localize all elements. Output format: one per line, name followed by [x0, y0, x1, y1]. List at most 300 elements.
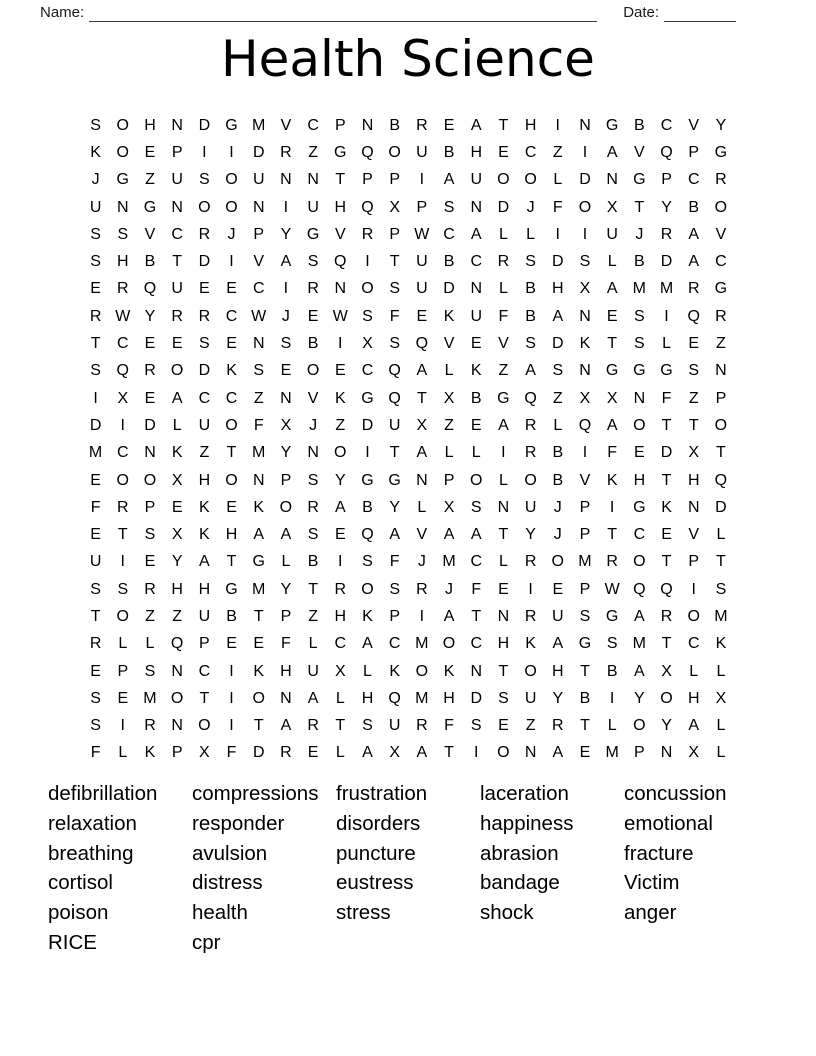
- grid-cell: I: [283, 280, 289, 298]
- grid-cell: E: [226, 335, 237, 353]
- grid-cell: T: [90, 607, 101, 625]
- grid-cell: S: [634, 307, 645, 325]
- grid-cell: S: [470, 498, 482, 516]
- grid-cell: L: [308, 635, 318, 653]
- grid-cell: C: [225, 307, 238, 325]
- grid-cell: A: [688, 253, 700, 271]
- grid-cell: W: [414, 225, 430, 243]
- grid-cell: I: [609, 498, 615, 516]
- grid-cell: T: [580, 717, 590, 735]
- grid-cell: X: [171, 471, 183, 489]
- grid-cell: T: [661, 471, 672, 489]
- grid-cell: I: [120, 416, 125, 434]
- grid-cell: E: [226, 635, 237, 653]
- grid-cell: Z: [308, 143, 318, 161]
- grid-cell: Q: [361, 143, 374, 161]
- grid-cell: E: [90, 526, 101, 544]
- grid-cell: U: [252, 171, 265, 189]
- grid-cell: K: [525, 635, 536, 653]
- grid-cell: R: [361, 225, 374, 243]
- grid-cell: S: [307, 526, 319, 544]
- grid-cell: R: [307, 280, 319, 298]
- word-list-item: defibrillation: [48, 782, 158, 805]
- grid-cell: L: [118, 744, 128, 762]
- grid-cell: T: [688, 416, 699, 434]
- grid-cell: H: [334, 198, 347, 216]
- grid-cell: N: [470, 280, 482, 298]
- grid-cell: M: [415, 635, 429, 653]
- grid-cell: T: [661, 416, 672, 434]
- grid-cell: X: [171, 526, 183, 544]
- grid-cell: O: [279, 498, 293, 516]
- grid-cell: N: [280, 171, 292, 189]
- grid-cell: S: [307, 253, 319, 271]
- grid-cell: R: [144, 362, 156, 380]
- grid-cell: O: [578, 198, 592, 216]
- grid-cell: T: [471, 607, 482, 625]
- grid-cell: R: [524, 416, 537, 434]
- grid-cell: G: [388, 471, 401, 489]
- grid-cell: F: [389, 553, 400, 571]
- grid-cell: Q: [334, 253, 347, 271]
- grid-cell: X: [334, 662, 346, 680]
- grid-cell: O: [225, 198, 238, 216]
- grid-cell: O: [442, 635, 456, 653]
- grid-cell: E: [334, 362, 346, 380]
- grid-cell: V: [280, 116, 292, 134]
- grid-cell: N: [280, 689, 292, 707]
- date-blank-line: [664, 5, 736, 22]
- grid-cell: S: [362, 307, 373, 325]
- grid-cell: J: [526, 198, 535, 216]
- grid-cell: R: [117, 498, 129, 516]
- grid-cell: J: [91, 171, 100, 189]
- grid-cell: R: [198, 307, 211, 325]
- grid-cell: N: [416, 471, 428, 489]
- grid-cell: S: [144, 662, 156, 680]
- grid-cell: T: [607, 526, 618, 544]
- grid-cell: O: [497, 171, 510, 189]
- grid-cell: O: [714, 198, 728, 216]
- grid-cell: E: [307, 744, 319, 762]
- grid-cell: L: [498, 280, 508, 298]
- grid-cell: T: [716, 553, 726, 571]
- grid-cell: N: [470, 198, 482, 216]
- grid-cell: R: [715, 307, 727, 325]
- grid-cell: V: [715, 225, 727, 243]
- grid-cell: S: [498, 689, 509, 707]
- grid-cell: S: [90, 116, 101, 134]
- grid-cell: A: [606, 143, 618, 161]
- grid-cell: E: [498, 717, 509, 735]
- grid-cell: A: [416, 744, 428, 762]
- word-list-item: avulsion: [192, 841, 268, 865]
- grid-cell: U: [388, 717, 401, 735]
- grid-cell: Y: [171, 553, 183, 571]
- grid-cell: M: [632, 635, 646, 653]
- grid-cell: C: [117, 335, 129, 353]
- grid-cell: U: [524, 689, 537, 707]
- grid-cell: B: [579, 689, 591, 707]
- grid-cell: R: [171, 307, 183, 325]
- grid-cell: D: [660, 444, 673, 462]
- grid-cell: Q: [170, 635, 184, 653]
- grid-cell: S: [199, 171, 210, 189]
- grid-cell: I: [501, 444, 506, 462]
- grid-cell: L: [335, 744, 345, 762]
- grid-cell: S: [307, 471, 319, 489]
- grid-cell: L: [471, 444, 481, 462]
- grid-cell: B: [525, 307, 536, 325]
- grid-cell: X: [389, 744, 400, 762]
- name-blank-line: [89, 5, 597, 22]
- grid-cell: Z: [552, 143, 563, 161]
- grid-cell: P: [661, 171, 672, 189]
- grid-cell: L: [553, 416, 563, 434]
- grid-cell: I: [419, 607, 425, 625]
- grid-cell: O: [714, 416, 728, 434]
- grid-cell: X: [606, 198, 618, 216]
- grid-cell: T: [253, 717, 264, 735]
- word-list-item: frustration: [336, 782, 428, 805]
- grid-cell: O: [660, 689, 673, 707]
- grid-cell: M: [632, 280, 646, 298]
- grid-cell: A: [498, 416, 509, 434]
- grid-cell: I: [229, 662, 234, 680]
- grid-cell: N: [687, 498, 700, 516]
- grid-cell: C: [198, 662, 211, 680]
- grid-cell: L: [689, 662, 699, 680]
- grid-cell: T: [335, 717, 346, 735]
- grid-cell: K: [579, 335, 591, 353]
- grid-cell: P: [171, 143, 183, 161]
- grid-cell: S: [90, 253, 101, 271]
- grid-cell: T: [90, 335, 101, 353]
- grid-cell: V: [498, 335, 509, 353]
- grid-cell: N: [579, 362, 591, 380]
- grid-cell: D: [89, 416, 102, 434]
- grid-cell: K: [226, 362, 237, 380]
- grid-cell: I: [582, 143, 588, 161]
- grid-cell: R: [660, 607, 673, 625]
- grid-cell: I: [365, 253, 370, 271]
- grid-cell: E: [226, 280, 237, 298]
- grid-cell: T: [716, 444, 726, 462]
- worksheet-header: [40, 2, 742, 22]
- grid-cell: R: [89, 307, 102, 325]
- grid-cell: P: [579, 498, 591, 516]
- grid-cell: E: [606, 307, 618, 325]
- grid-cell: E: [280, 362, 292, 380]
- grid-cell: F: [389, 307, 400, 325]
- grid-cell: J: [417, 553, 426, 571]
- grid-cell: C: [225, 389, 238, 407]
- grid-cell: I: [473, 744, 479, 762]
- grid-cell: H: [552, 662, 564, 680]
- grid-cell: F: [281, 635, 291, 653]
- grid-cell: P: [715, 389, 727, 407]
- grid-cell: T: [117, 526, 128, 544]
- grid-cell: O: [524, 662, 537, 680]
- grid-cell: U: [416, 280, 428, 298]
- grid-cell: L: [716, 717, 726, 735]
- grid-cell: N: [117, 198, 129, 216]
- grid-cell: Z: [525, 717, 536, 735]
- grid-cell: X: [117, 389, 129, 407]
- grid-cell: P: [688, 553, 700, 571]
- grid-cell: S: [525, 335, 536, 353]
- grid-cell: D: [198, 362, 211, 380]
- grid-cell: C: [361, 362, 374, 380]
- grid-cell: X: [579, 280, 591, 298]
- grid-cell: M: [143, 689, 157, 707]
- grid-cell: L: [498, 553, 508, 571]
- grid-cell: N: [497, 607, 510, 625]
- grid-cell: C: [715, 253, 727, 271]
- grid-cell: P: [171, 744, 183, 762]
- grid-cell: W: [604, 580, 620, 598]
- letter-grid: [82, 112, 735, 767]
- grid-cell: G: [252, 553, 265, 571]
- grid-cell: R: [552, 717, 564, 735]
- grid-cell: G: [714, 143, 728, 161]
- grid-cell: P: [389, 171, 400, 189]
- grid-cell: J: [553, 526, 562, 544]
- grid-cell: M: [578, 553, 592, 571]
- grid-cell: D: [579, 171, 591, 189]
- grid-cell: U: [89, 553, 102, 571]
- grid-cell: R: [307, 717, 319, 735]
- grid-cell: F: [90, 498, 101, 516]
- grid-cell: S: [606, 635, 618, 653]
- grid-cell: T: [226, 444, 237, 462]
- grid-cell: P: [443, 471, 455, 489]
- word-list-item: Victim: [624, 871, 680, 895]
- grid-cell: A: [552, 307, 564, 325]
- grid-cell: G: [660, 362, 673, 380]
- grid-cell: G: [633, 171, 646, 189]
- grid-cell: N: [144, 444, 156, 462]
- grid-cell: A: [307, 689, 319, 707]
- grid-cell: I: [555, 116, 560, 134]
- grid-cell: K: [443, 307, 455, 325]
- word-list-item: abrasion: [480, 841, 559, 865]
- grid-cell: S: [362, 717, 373, 735]
- grid-cell: L: [607, 717, 617, 735]
- grid-cell: V: [253, 253, 265, 271]
- grid-cell: R: [524, 607, 537, 625]
- grid-cell: R: [280, 143, 292, 161]
- grid-cell: N: [715, 362, 727, 380]
- grid-cell: C: [633, 526, 646, 544]
- grid-cell: C: [252, 280, 265, 298]
- grid-cell: N: [307, 444, 319, 462]
- grid-cell: U: [606, 225, 618, 243]
- grid-cell: T: [199, 689, 210, 707]
- grid-cell: U: [198, 607, 211, 625]
- grid-cell: O: [334, 444, 347, 462]
- grid-cell: C: [388, 635, 401, 653]
- grid-cell: P: [280, 607, 292, 625]
- grid-cell: N: [579, 116, 591, 134]
- grid-cell: U: [416, 143, 428, 161]
- grid-cell: A: [334, 498, 346, 516]
- grid-cell: O: [198, 717, 211, 735]
- grid-cell: Q: [388, 362, 401, 380]
- grid-cell: I: [120, 553, 125, 571]
- word-list-item: shock: [480, 901, 534, 925]
- grid-cell: H: [687, 689, 700, 707]
- grid-cell: R: [524, 444, 537, 462]
- grid-cell: O: [116, 471, 129, 489]
- grid-cell: L: [526, 225, 536, 243]
- grid-cell: G: [605, 607, 619, 625]
- grid-cell: N: [497, 498, 510, 516]
- grid-cell: A: [280, 717, 292, 735]
- grid-cell: R: [198, 225, 211, 243]
- word-bank-column: [336, 779, 480, 958]
- grid-cell: T: [253, 607, 264, 625]
- grid-cell: O: [497, 744, 510, 762]
- grid-cell: V: [634, 143, 645, 161]
- grid-cell: O: [252, 689, 265, 707]
- grid-cell: T: [661, 553, 672, 571]
- grid-cell: N: [171, 198, 183, 216]
- grid-cell: S: [362, 553, 373, 571]
- grid-cell: P: [362, 171, 373, 189]
- grid-cell: H: [443, 689, 455, 707]
- grid-cell: N: [252, 335, 265, 353]
- word-list-item: puncture: [336, 841, 416, 865]
- grid-cell: M: [659, 280, 674, 298]
- grid-cell: Z: [716, 335, 726, 353]
- grid-cell: O: [415, 662, 429, 680]
- grid-cell: N: [252, 198, 265, 216]
- grid-cell: A: [688, 225, 700, 243]
- grid-cell: H: [524, 116, 537, 134]
- grid-cell: W: [332, 307, 348, 325]
- grid-cell: O: [116, 143, 129, 161]
- grid-cell: U: [171, 171, 183, 189]
- grid-cell: R: [660, 225, 673, 243]
- grid-cell: Y: [634, 689, 645, 707]
- grid-cell: K: [443, 662, 455, 680]
- grid-cell: O: [687, 607, 700, 625]
- grid-cell: S: [90, 580, 101, 598]
- grid-cell: D: [552, 335, 564, 353]
- grid-cell: H: [171, 580, 183, 598]
- grid-cell: V: [579, 471, 591, 489]
- grid-cell: U: [470, 171, 482, 189]
- grid-cell: F: [90, 744, 101, 762]
- grid-cell: A: [362, 744, 373, 762]
- grid-cell: B: [144, 253, 156, 271]
- grid-cell: Q: [361, 198, 374, 216]
- grid-cell: H: [144, 116, 156, 134]
- grid-cell: S: [117, 225, 129, 243]
- grid-cell: J: [281, 307, 290, 325]
- grid-cell: R: [334, 580, 347, 598]
- grid-cell: J: [635, 225, 644, 243]
- word-list-item: responder: [192, 811, 285, 835]
- grid-cell: M: [415, 689, 429, 707]
- grid-cell: H: [361, 689, 374, 707]
- grid-cell: A: [606, 416, 618, 434]
- grid-cell: K: [199, 526, 210, 544]
- grid-cell: S: [634, 335, 645, 353]
- grid-cell: M: [252, 116, 266, 134]
- grid-cell: A: [199, 553, 210, 571]
- grid-cell: P: [389, 225, 400, 243]
- puzzle-title: Health Science: [221, 30, 595, 88]
- grid-cell: J: [309, 416, 318, 434]
- grid-cell: T: [226, 553, 237, 571]
- grid-cell: S: [90, 689, 101, 707]
- grid-cell: B: [525, 280, 536, 298]
- grid-cell: A: [443, 171, 455, 189]
- grid-cell: N: [470, 662, 482, 680]
- grid-cell: E: [470, 416, 482, 434]
- grid-cell: A: [443, 526, 455, 544]
- name-label: Name:: [40, 4, 85, 21]
- grid-cell: L: [662, 335, 671, 353]
- grid-cell: Q: [578, 416, 592, 434]
- grid-cell: E: [579, 744, 591, 762]
- grid-cell: R: [715, 171, 727, 189]
- grid-cell: M: [605, 744, 619, 762]
- grid-cell: S: [90, 362, 101, 380]
- grid-cell: G: [714, 280, 728, 298]
- word-list-item: cpr: [192, 930, 221, 954]
- grid-cell: G: [605, 362, 619, 380]
- grid-cell: R: [416, 580, 428, 598]
- grid-cell: A: [362, 635, 373, 653]
- grid-cell: O: [551, 553, 564, 571]
- grid-cell: I: [202, 143, 207, 161]
- grid-cell: Z: [444, 416, 454, 434]
- grid-cell: A: [389, 526, 400, 544]
- grid-cell: U: [307, 198, 319, 216]
- grid-cell: P: [416, 198, 428, 216]
- grid-cell: A: [443, 607, 455, 625]
- grid-cell: R: [144, 580, 156, 598]
- grid-cell: K: [199, 498, 210, 516]
- grid-cell: C: [470, 253, 482, 271]
- grid-cell: N: [633, 389, 646, 407]
- grid-cell: P: [117, 662, 129, 680]
- word-list-item: bandage: [480, 871, 560, 895]
- grid-cell: Y: [525, 526, 536, 544]
- grid-cell: T: [661, 635, 672, 653]
- grid-cell: L: [716, 526, 726, 544]
- grid-cell: Z: [552, 389, 563, 407]
- grid-cell: D: [715, 498, 727, 516]
- grid-cell: T: [389, 253, 400, 271]
- grid-cell: I: [229, 689, 234, 707]
- grid-cell: R: [280, 744, 292, 762]
- grid-cell: G: [633, 498, 646, 516]
- grid-cell: P: [144, 498, 156, 516]
- grid-cell: R: [89, 635, 102, 653]
- grid-cell: E: [90, 280, 101, 298]
- word-list-item: anger: [624, 901, 677, 925]
- grid-cell: A: [280, 526, 292, 544]
- grid-cell: K: [144, 744, 156, 762]
- grid-cell: X: [362, 335, 373, 353]
- grid-cell: C: [470, 553, 482, 571]
- grid-cell: L: [716, 744, 726, 762]
- grid-cell: X: [416, 416, 428, 434]
